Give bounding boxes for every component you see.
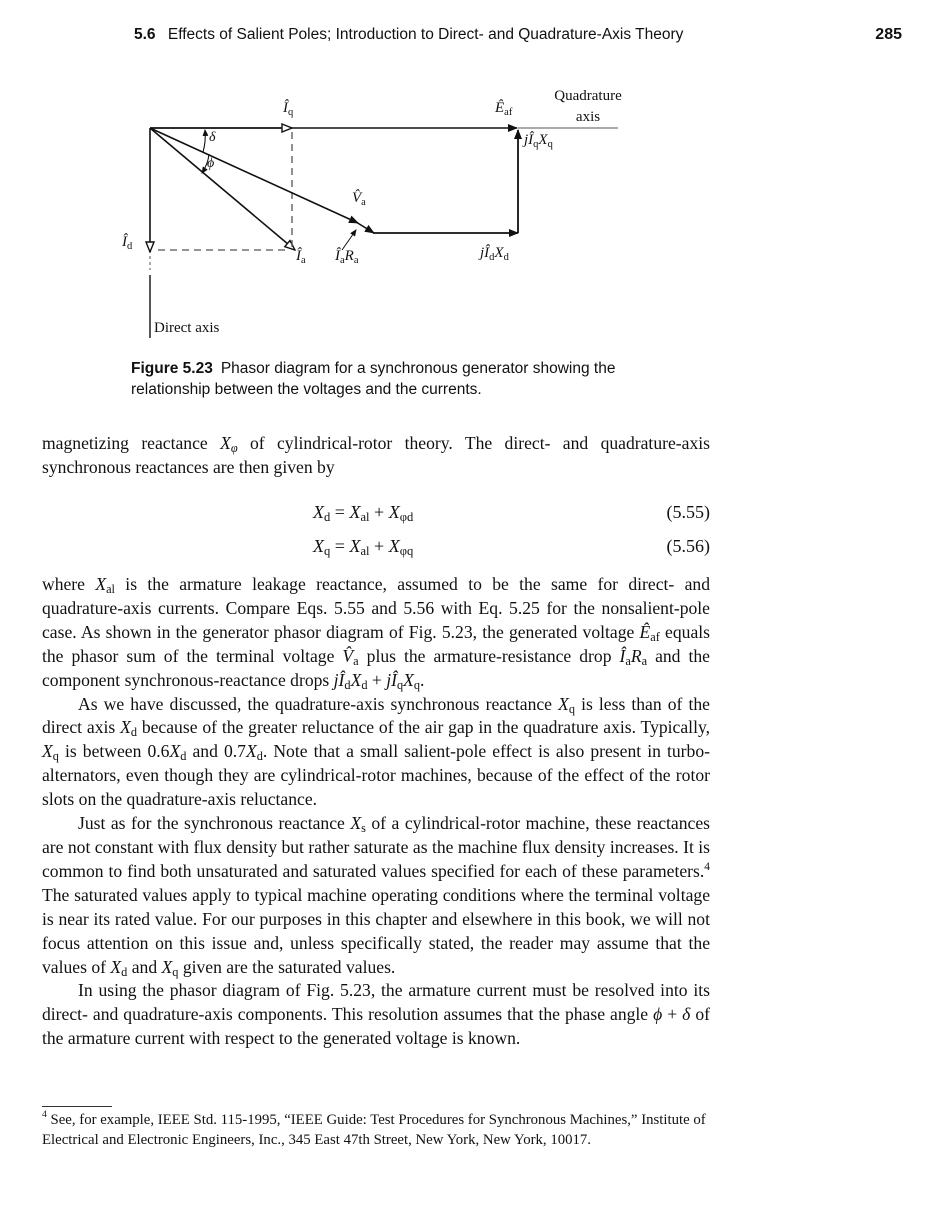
section-number: 5.6 <box>134 26 156 43</box>
footnote-ref[interactable]: 4 <box>704 860 710 873</box>
label-quadrature-axis: Quadrature axis <box>554 88 622 125</box>
running-header <box>134 26 902 48</box>
label-phi: ϕ <box>207 156 215 171</box>
caption-text: Phasor diagram for a synchronous generator showing the relationship between the voltages and the currents. <box>131 360 616 398</box>
ia-phasor <box>150 128 295 250</box>
paragraph-5: In using the phasor diagram of Fig. 5.23, the armature current must be resolved into its direct- and quadrature-axis components. This resolution assumes that the phase angle ϕ + δ of the armature current with respect to the generated voltage is known. <box>42 980 710 1049</box>
label-direct-axis: Direct axis <box>154 320 220 336</box>
footnote-rule <box>42 1106 112 1107</box>
paragraph-4: Just as for the synchronous reactance $X_s$ of a cylindrical-rotor machine, these reactances are not constant with flux density but rather saturate as the machine flux density increases. It is common to find both unsaturated and saturated values specified for each of these parameters.$^4$ The saturated values apply to typical machine operating conditions where the terminal voltage is near its rated value. For our purposes in this chapter and elsewhere in this book, we will not focus attention on this issue and, unless specifically stated, the reader may assume that the values of $X_d$ and $X_q$ given are the saturated values. <box>42 813 710 979</box>
label-jiqxq: $jÎ_qX_q$ <box>524 132 553 150</box>
label-jidxd: $jÎ_dX_d$ <box>480 245 509 263</box>
label-ia: $Î_a$ <box>296 248 306 266</box>
footnote-text: See, for example, IEEE Std. 115-1995, “IEEE Guide: Test Procedures for Synchronous Machines,” Institute of Electrical and Electronic Engineers, Inc., 345 East 47th Street, New York, New York, 10017. <box>42 1112 706 1148</box>
label-iq: $Î_q$ <box>283 100 294 118</box>
label-iara: $Î_aR_a$ <box>335 248 359 266</box>
equation-number: (5.56) <box>666 536 710 556</box>
equation-5-56: $X_q = X_{al} + X_{\varphi q}$ (5.56) <box>313 536 710 558</box>
delta-arc <box>203 130 205 152</box>
footnote <box>42 1110 742 1150</box>
equation-5-55: $X_d = X_{al} + X_{\varphi d}$ (5.55) <box>313 502 710 524</box>
label-delta: δ <box>209 130 216 145</box>
label-eaf: $Ê_{af}$ <box>495 100 513 118</box>
label-id: $Î_d$ <box>122 234 133 252</box>
paragraph-1: magnetizing reactance $X_\varphi$ of cylindrical-rotor theory. The direct- and quadrature-axis synchronous reactances are then given by <box>42 433 710 477</box>
paragraph-2: where $X_{al}$ is the armature leakage reactance, assumed to be the same for direct- and quadrature-axis currents. Compare Eqs. 5.55 and 5.56 with Eq. 5.25 for the nonsalient-pole case. As shown in the generator phasor diagram of Fig. 5.23, the generated voltage $Ê_{af}$ equals the phasor sum of the terminal voltage $V̂_a$ plus the armature-resistance drop $Î_aR_a$ and the component synchronous-reactance drops $jÎ_dX_d$ + $jÎ_qX_q$. <box>42 574 710 692</box>
body-paragraphs <box>42 573 710 1051</box>
va-phasor <box>150 128 358 223</box>
phasor-diagram <box>120 80 640 350</box>
footnote-number: 4 <box>42 1109 47 1120</box>
page-number: 285 <box>875 26 902 43</box>
section-title: Effects of Salient Poles; Introduction to Direct- and Quadrature-Axis Theory <box>167 26 684 43</box>
label-va: $V̂_a$ <box>352 190 366 208</box>
paragraph-3: As we have discussed, the quadrature-axis synchronous reactance $X_q$ is less than of the direct axis $X_d$ because of the greater reluctance of the air gap in the quadrature axis. Typically, $X_q$ is between $0.6X_d$ and $0.7X_d$. Note that a small salient-pole effect is also present in turbo-alternators, even though they are cylindrical-rotor machines, because of the effect of the rotor slots on the quadrature-axis reluctance. <box>42 693 711 810</box>
figure-label: Figure 5.23 <box>131 360 213 377</box>
equation-number: (5.55) <box>666 502 710 522</box>
iara-phasor <box>356 222 374 233</box>
figure-caption <box>131 358 691 400</box>
